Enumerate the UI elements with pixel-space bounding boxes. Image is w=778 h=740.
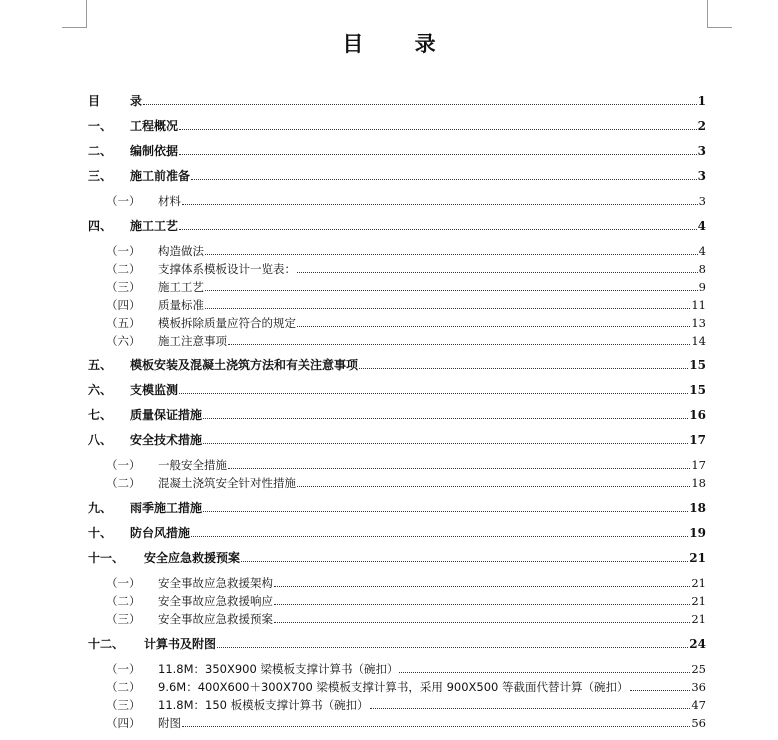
toc-entry-page-number: 21 <box>689 551 706 565</box>
toc-entry-number: 六、 <box>88 383 113 397</box>
toc-entry[interactable] <box>88 313 706 330</box>
toc-entry[interactable] <box>88 331 706 348</box>
toc-entry-page-number: 21 <box>691 576 706 590</box>
toc-entry-label: 施工注意事项 <box>158 334 227 348</box>
toc-entry-label: 支撑体系模板设计一览表： <box>158 262 296 276</box>
toc-entry-label: 模板安装及混凝土浇筑方法和有关注意事项 <box>130 358 359 372</box>
toc-entry[interactable] <box>88 455 706 472</box>
toc-entry[interactable] <box>88 259 706 276</box>
toc-entry[interactable] <box>88 277 706 294</box>
toc-entry-page-number: 3 <box>697 144 706 158</box>
toc-entry-label: 雨季施工措施 <box>130 501 203 515</box>
toc-dot-leader <box>191 178 697 180</box>
toc-entry-number: （三） <box>106 280 141 294</box>
toc-entry[interactable] <box>88 216 706 233</box>
toc-dot-leader <box>228 343 690 345</box>
toc-entry-page-number: 15 <box>689 383 706 397</box>
toc-entry-number: （一） <box>106 576 141 590</box>
toc-entry-label: 工程概况 <box>130 119 179 133</box>
toc-entry-number: 七、 <box>88 408 113 422</box>
toc-dot-leader <box>241 560 688 562</box>
toc-entry[interactable] <box>88 548 706 565</box>
toc-entry-number: 三、 <box>88 169 113 183</box>
toc-entry-label: 施工前准备 <box>130 169 191 183</box>
toc-dot-leader <box>205 253 698 255</box>
toc-entry-page-number: 19 <box>689 526 706 540</box>
toc-entry-number: （五） <box>106 316 141 330</box>
toc-entry-number: 八、 <box>88 433 113 447</box>
toc-entry-page-number: 17 <box>691 458 706 472</box>
toc-entry[interactable] <box>88 573 706 590</box>
page-title: 目 录 <box>342 32 458 56</box>
toc-entry[interactable] <box>88 166 706 183</box>
toc-dot-leader <box>179 153 697 155</box>
toc-entry[interactable] <box>88 116 706 133</box>
toc-dot-leader <box>203 510 688 512</box>
toc-dot-leader <box>205 289 698 291</box>
toc-entry-number: （三） <box>106 698 141 712</box>
toc-entry-label: 施工工艺 <box>158 280 204 294</box>
toc-entry-label: 9.6M：400X600＋300X700 梁模板支撑计算书，采用 900X500 等截面代替计算（碗扣） <box>158 680 629 694</box>
toc-dot-leader <box>359 367 688 369</box>
toc-dot-leader <box>205 307 690 309</box>
toc-entry[interactable] <box>88 634 706 651</box>
toc-entry-number: （二） <box>106 476 141 490</box>
toc-entry-label: 11.8M：150 板模板支撑计算书（碗扣） <box>158 698 369 712</box>
toc-dot-leader <box>191 535 688 537</box>
toc-entry-label: 安全事故应急救援响应 <box>158 594 273 608</box>
toc-entry-number: （二） <box>106 262 141 276</box>
toc-entry[interactable] <box>88 659 706 676</box>
toc-entry[interactable] <box>88 523 706 540</box>
toc-entry-number: 十二、 <box>88 637 125 651</box>
toc-entry-label: 材料 <box>158 194 181 208</box>
toc-entry-number: （一） <box>106 458 141 472</box>
toc-entry[interactable] <box>88 609 706 626</box>
toc-entry-label: 防台风措施 <box>130 526 191 540</box>
toc-entry[interactable] <box>88 591 706 608</box>
toc-dot-leader <box>370 707 691 709</box>
toc-entry-page-number: 17 <box>689 433 706 447</box>
toc-entry[interactable] <box>88 295 706 312</box>
toc-entry-number: （一） <box>106 244 141 258</box>
toc-entry-number: 目 <box>88 94 101 108</box>
toc-dot-leader <box>179 228 697 230</box>
toc-entry-page-number: 8 <box>698 262 706 276</box>
toc-entry-number: 十、 <box>88 526 113 540</box>
toc-entry-page-number: 21 <box>691 594 706 608</box>
toc-entry-number: 九、 <box>88 501 113 515</box>
toc-dot-leader <box>203 417 688 419</box>
toc-dot-leader <box>297 325 690 327</box>
toc-entry-number: 一、 <box>88 119 113 133</box>
toc-entry-label: 安全事故应急救援预案 <box>158 612 273 626</box>
toc-entry-page-number: 2 <box>697 119 706 133</box>
toc-entry-label: 安全应急救援预案 <box>144 551 241 565</box>
toc-entry[interactable] <box>88 498 706 515</box>
toc-entry-page-number: 18 <box>689 501 706 515</box>
toc-dot-leader <box>182 203 698 205</box>
toc-dot-leader <box>179 128 697 130</box>
toc-dot-leader <box>182 725 690 727</box>
toc-entry-label: 支模监测 <box>130 383 179 397</box>
toc-entry-page-number: 3 <box>697 169 706 183</box>
toc-entry-number: 五、 <box>88 358 113 372</box>
toc-dot-leader <box>274 603 690 605</box>
toc-entry[interactable] <box>88 191 706 208</box>
toc-dot-leader <box>228 467 690 469</box>
toc-dot-leader <box>203 442 688 444</box>
toc-entry-page-number: 25 <box>691 662 706 676</box>
toc-entry[interactable] <box>88 355 706 372</box>
toc-entry[interactable] <box>88 141 706 158</box>
toc-entry-label: 11.8M：350X900 梁模板支撑计算书（碗扣） <box>158 662 399 676</box>
toc-entry-page-number: 13 <box>691 316 706 330</box>
toc-entry-label: 录 <box>130 94 143 108</box>
toc-entry-label: 施工工艺 <box>130 219 179 233</box>
toc-entry[interactable] <box>88 473 706 490</box>
toc-dot-leader <box>179 392 688 394</box>
toc-entry-page-number: 47 <box>691 698 706 712</box>
toc-entry[interactable] <box>88 713 706 730</box>
toc-entry-number: （四） <box>106 716 141 730</box>
page-corner-mark <box>707 0 708 28</box>
toc-entry-label: 质量标准 <box>158 298 204 312</box>
toc-dot-leader <box>217 646 688 648</box>
toc-entry[interactable] <box>88 677 706 694</box>
toc-entry-page-number: 15 <box>689 358 706 372</box>
toc-entry[interactable] <box>88 695 706 712</box>
toc-entry[interactable] <box>88 405 706 422</box>
toc-entry-number: （一） <box>106 662 141 676</box>
toc-dot-leader <box>630 689 691 691</box>
toc-entry-label: 一般安全措施 <box>158 458 227 472</box>
toc-entry-number: （四） <box>106 298 141 312</box>
toc-entry-page-number: 1 <box>697 94 706 108</box>
toc-dot-leader <box>143 103 697 105</box>
toc-entry-label: 构造做法 <box>158 244 204 258</box>
toc-entry[interactable] <box>88 241 706 258</box>
toc-entry-label: 安全技术措施 <box>130 433 203 447</box>
toc-entry-page-number: 4 <box>697 219 706 233</box>
toc-entry-label: 模板拆除质量应符合的规定 <box>158 316 296 330</box>
toc-entry-page-number: 14 <box>691 334 706 348</box>
toc-entry-label: 附图 <box>158 716 181 730</box>
toc-entry[interactable] <box>88 91 706 108</box>
toc-entry-number: 四、 <box>88 219 113 233</box>
toc-entry-number: 二、 <box>88 144 113 158</box>
toc-entry-page-number: 9 <box>698 280 706 294</box>
toc-entry-page-number: 36 <box>691 680 706 694</box>
toc-entry-page-number: 21 <box>691 612 706 626</box>
toc-entry[interactable] <box>88 430 706 447</box>
toc-entry-page-number: 18 <box>691 476 706 490</box>
toc-entry-page-number: 16 <box>689 408 706 422</box>
toc-entry-number: 十一、 <box>88 551 125 565</box>
toc-entry-number: （一） <box>106 194 141 208</box>
toc-dot-leader <box>297 271 698 273</box>
toc-entry-page-number: 11 <box>691 298 706 312</box>
toc-entry-label: 质量保证措施 <box>130 408 203 422</box>
toc-entry-page-number: 56 <box>691 716 706 730</box>
toc-entry-number: （二） <box>106 594 141 608</box>
toc-entry-number: （三） <box>106 612 141 626</box>
toc-dot-leader <box>274 621 690 623</box>
toc-entry-label: 混凝土浇筑安全针对性措施 <box>158 476 296 490</box>
toc-entry-number: （二） <box>106 680 141 694</box>
toc-dot-leader <box>297 485 690 487</box>
toc-entry-label: 编制依据 <box>130 144 179 158</box>
toc-entry-label: 安全事故应急救援架构 <box>158 576 273 590</box>
toc-dot-leader <box>274 585 690 587</box>
toc-entry-page-number: 4 <box>698 244 706 258</box>
toc-entry-page-number: 24 <box>689 637 706 651</box>
toc-entry-number: （六） <box>106 334 141 348</box>
toc-entry-page-number: 3 <box>698 194 706 208</box>
toc-entry[interactable] <box>88 380 706 397</box>
page-corner-mark <box>86 0 87 28</box>
toc-entry-label: 计算书及附图 <box>144 637 217 651</box>
toc-dot-leader <box>399 671 690 673</box>
